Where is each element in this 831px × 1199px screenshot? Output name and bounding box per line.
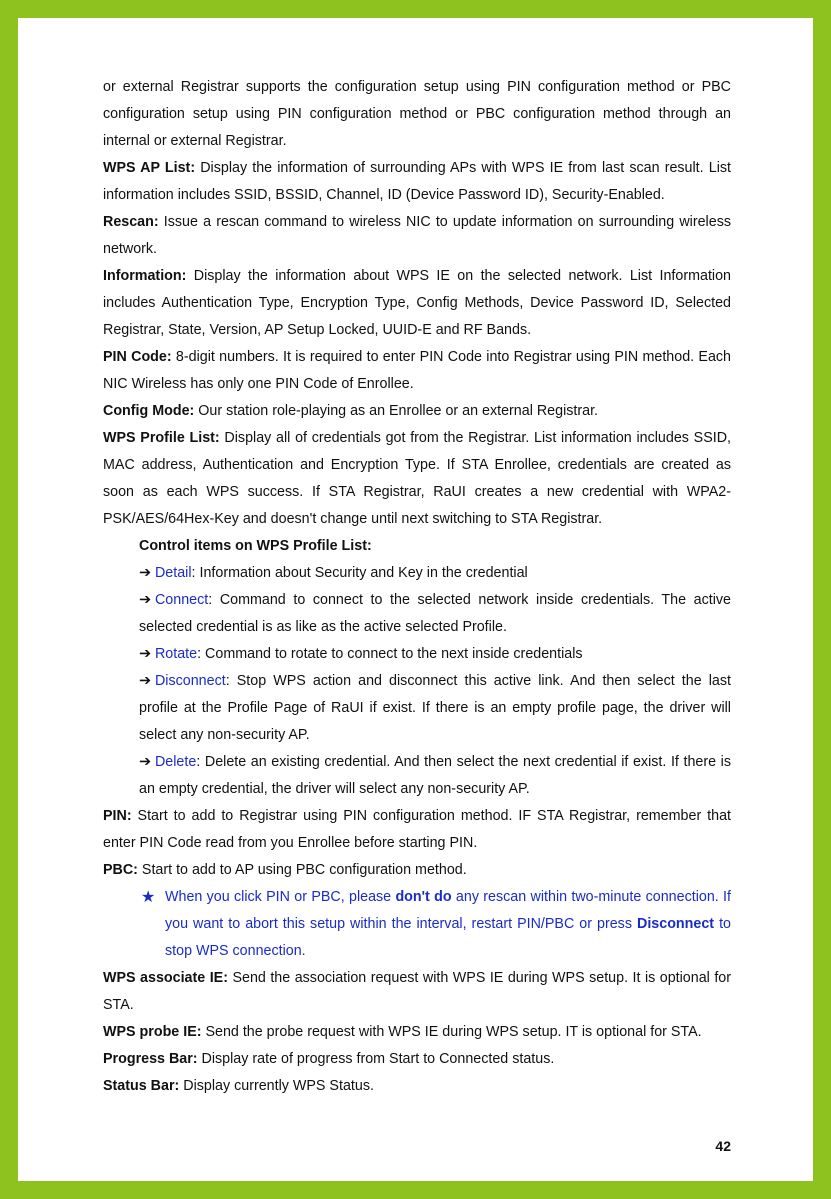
term-text: Send the association request with WPS IE during WPS setup. It is optional for STA. — [103, 970, 732, 1013]
definition-list-2 — [103, 803, 731, 884]
frame-corner — [821, 0, 831, 40]
frame-left — [0, 10, 18, 1189]
note-text — [165, 884, 731, 965]
control-name: Delete — [154, 754, 197, 770]
definition-list-3 — [103, 965, 731, 1100]
star-icon: ★ — [141, 889, 156, 906]
control-text: : Command to rotate to connect to the next inside credentials — [197, 646, 583, 662]
term-text: Display all of credentials got from the Registrar. List information includes SSID, MAC address, Authentication and Encryption Type. If STA Enrollee, credentials are created as soon as each WPS success. If STA Registrar, RaUI creates a new credential with WPA2-PSK/AES/64Hex-Key and doesn't change until next switching to STA Registrar. — [103, 430, 731, 527]
control-item — [103, 641, 731, 668]
note-part: When you click PIN or PBC, please — [165, 889, 396, 905]
term-label: Config Mode: — [103, 403, 195, 419]
definition-item — [103, 155, 731, 209]
arrow-icon: ➔ — [139, 592, 151, 608]
arrow-icon: ➔ — [139, 646, 151, 662]
term-label: WPS AP List: — [103, 160, 196, 176]
control-text: : Delete an existing credential. And then select the next credential if exist. If there is an empty credential, the driver will select any non-security AP. — [139, 754, 731, 797]
term-text: Display currently WPS Status. — [179, 1078, 374, 1094]
term-text: Our station role-playing as an Enrollee or an external Registrar. — [194, 403, 599, 419]
page-number: 42 — [715, 1138, 731, 1154]
page-content — [103, 74, 731, 1100]
frame-corner — [0, 0, 10, 40]
frame-bottom — [10, 1181, 821, 1199]
term-text: Start to add to AP using PBC configuration method. — [137, 862, 467, 878]
warning-note — [103, 884, 731, 965]
control-item — [103, 749, 731, 803]
term-label: PIN: — [103, 808, 132, 824]
intro-paragraph: or external Registrar supports the configuration setup using PIN configuration method or PBC configuration setup using PIN configuration method or PBC configuration method through an internal or external Registrar. — [103, 79, 731, 149]
definition-item — [103, 1073, 731, 1100]
term-label: WPS associate IE: — [103, 970, 228, 986]
control-name: Connect — [154, 592, 209, 608]
definition-item — [103, 398, 731, 425]
note-part: any rescan within two-minute connection. If you want to abort this setup within the interval, restart PIN/PBC or press — [165, 889, 732, 932]
term-label: WPS Profile List: — [103, 430, 220, 446]
term-label: Rescan: — [103, 214, 159, 230]
control-item — [103, 668, 731, 749]
term-text: Issue a rescan command to wireless NIC to update information on surrounding wireless network. — [103, 214, 731, 257]
frame-corner — [821, 1159, 831, 1199]
note-emphasis: don't do — [395, 889, 452, 905]
control-heading — [103, 533, 731, 560]
frame-corner — [0, 1159, 10, 1199]
definition-item — [103, 263, 731, 344]
definition-item — [103, 1019, 731, 1046]
control-list — [103, 560, 731, 803]
control-text: : Information about Security and Key in the credential — [191, 565, 528, 581]
term-text: 8-digit numbers. It is required to enter PIN Code into Registrar using PIN method. Each NIC Wireless has only one PIN Code of Enrollee. — [103, 349, 731, 392]
term-text: Display rate of progress from Start to Connected status. — [197, 1051, 555, 1067]
arrow-icon: ➔ — [139, 565, 151, 581]
note-emphasis: Disconnect — [637, 916, 715, 932]
term-label: Status Bar: — [103, 1078, 180, 1094]
definition-item — [103, 1046, 731, 1073]
term-text: Display the information of surrounding APs with WPS IE from last scan result. List information includes SSID, BSSID, Channel, ID (Device Password ID), Security-Enabled. — [103, 160, 732, 203]
arrow-icon: ➔ — [139, 673, 151, 689]
term-text: Send the probe request with WPS IE during WPS setup. IT is optional for STA. — [201, 1024, 702, 1040]
control-name: Detail — [154, 565, 192, 581]
control-name: Rotate — [154, 646, 198, 662]
control-name: Disconnect — [154, 673, 226, 689]
arrow-icon: ➔ — [139, 754, 151, 770]
control-text: : Command to connect to the selected network inside credentials. The active selected credential is as like as the active selected Profile. — [139, 592, 731, 635]
term-label: Information: — [103, 268, 187, 284]
term-label: Progress Bar: — [103, 1051, 198, 1067]
frame-top — [10, 0, 821, 18]
definition-list-1 — [103, 155, 731, 533]
definition-item — [103, 965, 731, 1019]
control-text: : Stop WPS action and disconnect this active link. And then select the last profile at the Profile Page of RaUI if exist. If there is an empty profile page, the driver will select any non-security AP. — [139, 673, 731, 743]
definition-item — [103, 425, 731, 533]
term-label: PIN Code: — [103, 349, 172, 365]
definition-item — [103, 209, 731, 263]
definition-item — [103, 857, 731, 884]
term-label: PBC: — [103, 862, 138, 878]
term-text: Display the information about WPS IE on the selected network. List Information includes Authentication Type, Encryption Type, Config Methods, Device Password ID, Selected Registrar, State, Version, AP Setup Locked, UUID-E and RF Bands. — [103, 268, 731, 338]
control-item — [103, 560, 731, 587]
definition-item — [103, 803, 731, 857]
control-item — [103, 587, 731, 641]
control-heading-text: Control items on WPS Profile List: — [139, 538, 372, 554]
note-part: to stop WPS connection. — [165, 916, 731, 959]
term-text: Start to add to Registrar using PIN configuration method. IF STA Registrar, remember that enter PIN Code read from you Enrollee before starting PIN. — [103, 808, 731, 851]
term-label: WPS probe IE: — [103, 1024, 202, 1040]
frame-right — [813, 10, 831, 1189]
definition-item — [103, 344, 731, 398]
